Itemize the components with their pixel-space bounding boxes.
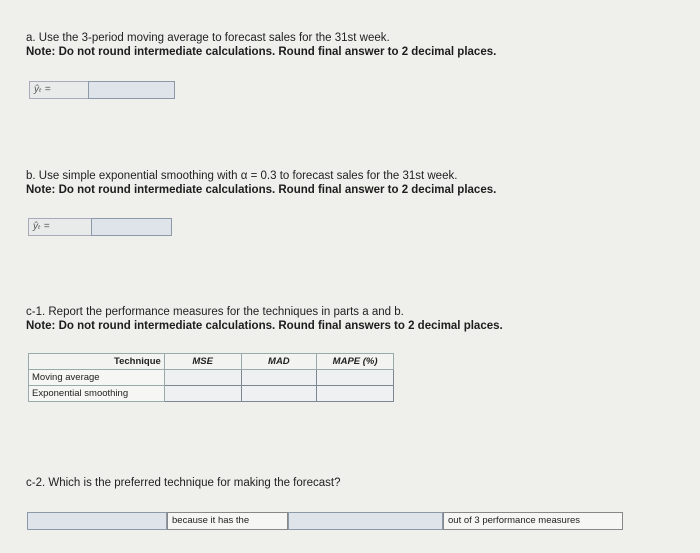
part-b-note: Note: Do not round intermediate calculations. Round final answer to 2 decimal places.	[26, 184, 497, 196]
part-c1-question: c-1. Report the performance measures for the techniques in parts a and b.	[26, 306, 404, 318]
exp-smoothing-mse-input[interactable]	[164, 386, 241, 402]
part-a-yhat-label: ŷₜ =	[29, 81, 89, 99]
moving-average-mad-input[interactable]	[241, 370, 317, 386]
row-label-moving-average: Moving average	[29, 370, 165, 386]
part-a-note: Note: Do not round intermediate calculations. Round final answer to 2 decimal places.	[26, 46, 497, 58]
moving-average-mse-input[interactable]	[164, 370, 241, 386]
row-label-exponential-smoothing: Exponential smoothing	[29, 386, 165, 402]
header-mse: MSE	[164, 354, 241, 370]
preferred-technique-select[interactable]	[27, 512, 167, 530]
performance-table	[28, 353, 394, 402]
performance-count-select[interactable]	[288, 512, 443, 530]
table-row	[29, 386, 394, 402]
part-b-question: b. Use simple exponential smoothing with α = 0.3 to forecast sales for the 31st week.	[26, 170, 458, 182]
table-header-row	[29, 354, 394, 370]
header-technique: Technique	[29, 354, 165, 370]
part-c1-note: Note: Do not round intermediate calculations. Round final answers to 2 decimal places.	[26, 320, 503, 332]
part-a-answer-input[interactable]	[88, 81, 175, 99]
header-mape: MAPE (%)	[317, 354, 394, 370]
part-b-answer-input[interactable]	[91, 218, 172, 236]
part-a-question: a. Use the 3-period moving average to forecast sales for the 31st week.	[26, 32, 390, 44]
table-row	[29, 370, 394, 386]
part-c2-question: c-2. Which is the preferred technique for making the forecast?	[26, 477, 341, 489]
header-mad: MAD	[241, 354, 317, 370]
moving-average-mape-input[interactable]	[317, 370, 394, 386]
part-b-yhat-label: ŷₜ =	[28, 218, 92, 236]
exp-smoothing-mad-input[interactable]	[241, 386, 317, 402]
exp-smoothing-mape-input[interactable]	[317, 386, 394, 402]
because-text: because it has the	[167, 512, 288, 530]
out-of-text: out of 3 performance measures	[443, 512, 623, 530]
